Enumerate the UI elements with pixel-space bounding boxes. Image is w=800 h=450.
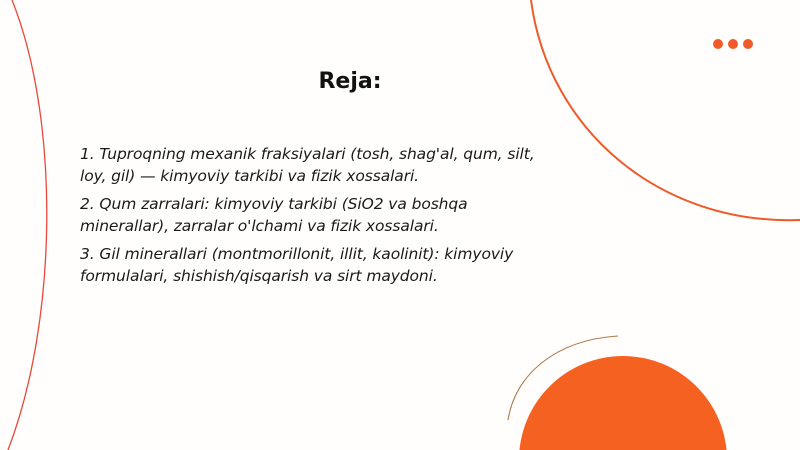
agenda-item-1: 1. Tuproqning mexanik fraksiyalari (tosh, shag'al, qum, silt, loy, gil) — kimyoviy tarkibi va fizik xossalari. [80,145,535,185]
slide-title: Reja: [318,69,382,94]
dot-shape [713,39,723,49]
bottom-orange-circle-decoration [519,356,727,450]
agenda-list [80,143,560,293]
dot-shape [728,39,738,49]
dot-shape [743,39,753,49]
top-right-arc-decoration [531,0,800,220]
agenda-item-2: 2. Qum zarralari: kimyoviy tarkibi (SiO2 va boshqa minerallar), zarralar o'lchami va fizik xossalari. [80,195,468,235]
agenda-item-3: 3. Gil minerallari (montmorillonit, illit, kaolinit): kimyoviy formulalari, shishish/qisqarish va sirt maydoni. [80,245,514,285]
more-dots-icon [713,38,757,50]
